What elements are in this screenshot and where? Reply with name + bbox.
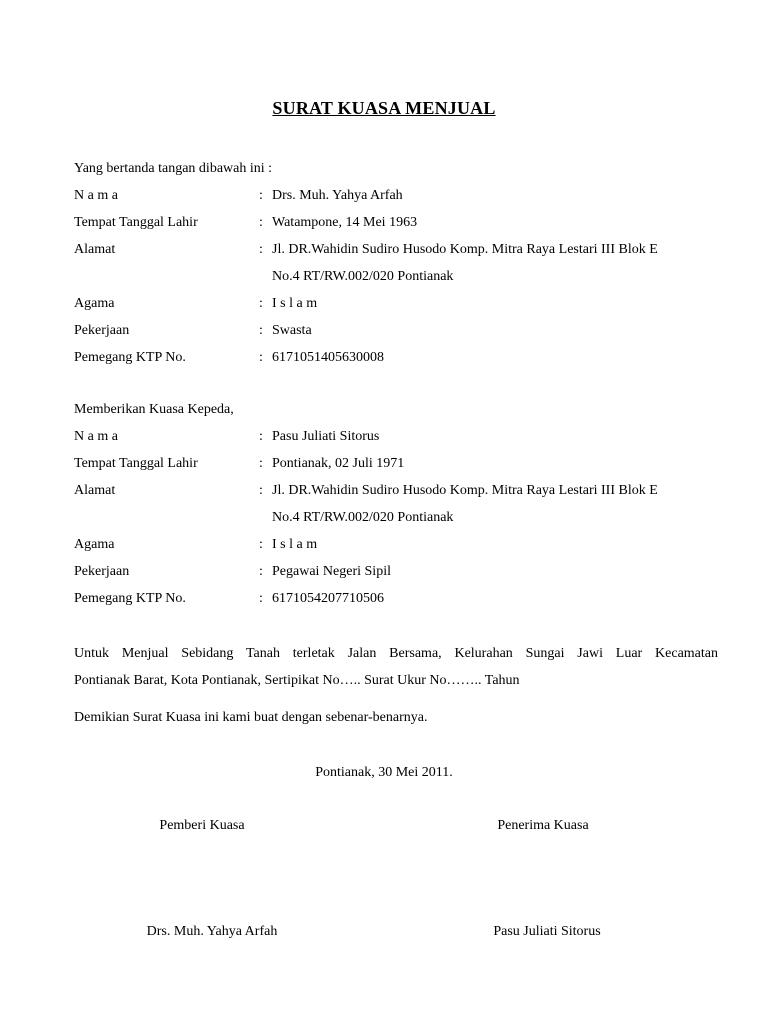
grantor-address-line1: Jl. DR.Wahidin Sudiro Husodo Komp. Mitra Raya Lestari III Blok E (272, 242, 658, 257)
colon: : (259, 483, 263, 498)
grantor-ktp-row (74, 350, 724, 370)
colon: : (259, 350, 263, 365)
grantor-ktp: 6171051405630008 (272, 350, 384, 365)
grantee-name-label: N a m a (74, 429, 118, 444)
grantor-address-label: Alamat (74, 242, 116, 257)
grantee-religion: I s l a m (272, 537, 318, 552)
grantor-address-row (74, 242, 724, 262)
grantor-name-label: N a m a (74, 188, 118, 203)
grantor-birth: Watampone, 14 Mei 1963 (272, 215, 418, 230)
purpose-line-1: Untuk Menjual Sebidang Tanah terletak Jalan Bersama, Kelurahan Sungai Jawi Luar Kecamatan (74, 646, 718, 661)
grantee-signature-name: Pasu Juliati Sitorus (493, 924, 601, 939)
grantor-signature-name: Drs. Muh. Yahya Arfah (146, 924, 278, 939)
colon: : (259, 215, 263, 230)
grantee-religion-row (74, 537, 724, 557)
colon: : (259, 296, 263, 311)
grantor-job: Swasta (272, 323, 312, 338)
intro-text: Yang bertanda tangan dibawah ini : (74, 161, 273, 176)
grantee-job-label: Pekerjaan (74, 564, 130, 579)
place-date: Pontianak, 30 Mei 2011. (315, 765, 453, 780)
colon: : (259, 188, 263, 203)
grantee-birth: Pontianak, 02 Juli 1971 (272, 456, 405, 471)
grantee-ktp: 6171054207710506 (272, 591, 384, 606)
grantee-job-row (74, 564, 724, 584)
grantor-job-label: Pekerjaan (74, 323, 130, 338)
grantee-job: Pegawai Negeri Sipil (272, 564, 391, 579)
grantee-address-row-2 (74, 510, 724, 530)
colon: : (259, 564, 263, 579)
purpose-line-2: Pontianak Barat, Kota Pontianak, Sertipikat No….. Surat Ukur No…….. Tahun (74, 673, 520, 688)
closing-text: Demikian Surat Kuasa ini kami buat dengan sebenar-benarnya. (74, 710, 428, 725)
grantee-address-line1: Jl. DR.Wahidin Sudiro Husodo Komp. Mitra Raya Lestari III Blok E (272, 483, 658, 498)
grantor-ktp-label: Pemegang KTP No. (74, 350, 186, 365)
colon: : (259, 323, 263, 338)
grantor-religion: I s l a m (272, 296, 318, 311)
grantor-birth-row (74, 215, 724, 235)
grantee-ktp-row (74, 591, 724, 611)
document-title: SURAT KUASA MENJUAL (272, 98, 496, 118)
grantee-address-row (74, 483, 724, 503)
grantor-address-row-2 (74, 269, 724, 289)
grantor-role: Pemberi Kuasa (159, 818, 245, 833)
grantor-religion-label: Agama (74, 296, 115, 311)
grantee-address-label: Alamat (74, 483, 116, 498)
colon: : (259, 429, 263, 444)
grantee-religion-label: Agama (74, 537, 115, 552)
grantor-religion-row (74, 296, 724, 316)
grant-intro-text: Memberikan Kuasa Kepeda, (74, 402, 234, 417)
grantee-birth-row (74, 456, 724, 476)
grantor-job-row (74, 323, 724, 343)
grantor-birth-label: Tempat Tanggal Lahir (74, 215, 198, 230)
colon: : (259, 591, 263, 606)
grantee-name: Pasu Juliati Sitorus (272, 429, 380, 444)
grantee-role: Penerima Kuasa (497, 818, 589, 833)
grantor-name: Drs. Muh. Yahya Arfah (272, 188, 403, 203)
grantee-ktp-label: Pemegang KTP No. (74, 591, 186, 606)
colon: : (259, 242, 263, 257)
grantor-name-row (74, 188, 724, 208)
grantee-address-line2: No.4 RT/RW.002/020 Pontianak (272, 510, 454, 525)
colon: : (259, 456, 263, 471)
grantee-birth-label: Tempat Tanggal Lahir (74, 456, 198, 471)
purpose-paragraph (74, 640, 718, 694)
grantee-name-row (74, 429, 724, 449)
grantor-address-line2: No.4 RT/RW.002/020 Pontianak (272, 269, 454, 284)
colon: : (259, 537, 263, 552)
